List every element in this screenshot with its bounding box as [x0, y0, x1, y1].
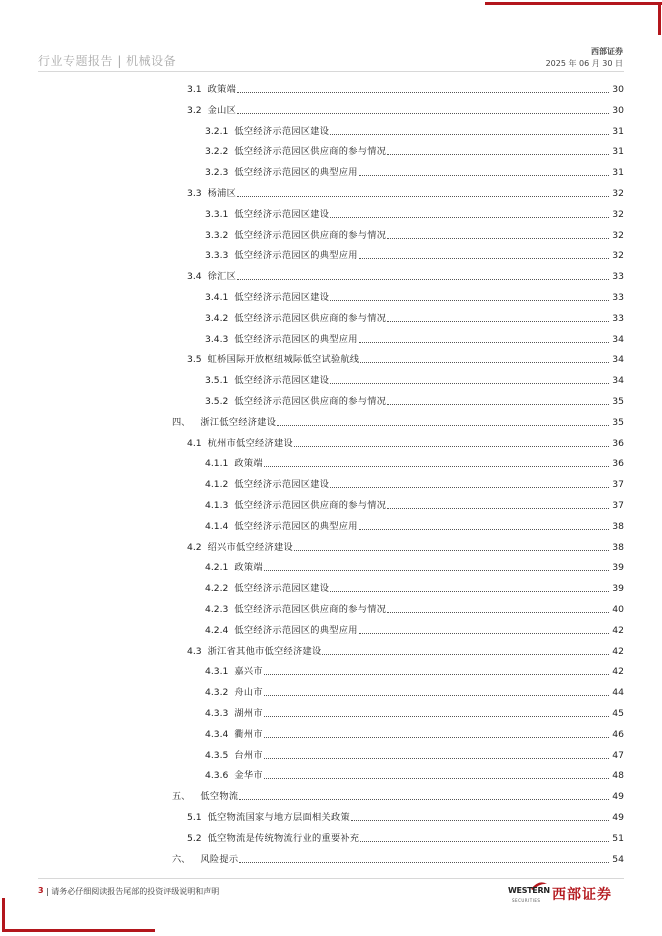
toc-entry[interactable] [205, 685, 624, 699]
toc-entry-number: 3.3.1 [205, 208, 229, 220]
toc-entry-number: 4.3.2 [205, 687, 229, 699]
toc-entry[interactable] [187, 831, 624, 845]
toc-entry-title: 低空经济示范园区建设 [234, 479, 330, 491]
toc-dot-leader [351, 819, 609, 821]
toc-entry-number: 3.2.3 [205, 167, 229, 179]
toc-entry-number: 4.2.4 [205, 624, 229, 636]
toc-entry-number: 4.2 [187, 541, 202, 553]
toc-entry-page: 33 [612, 292, 624, 303]
toc-entry-title: 低空经济示范园区建设 [234, 583, 330, 595]
toc-entry-number: 4.3.3 [205, 708, 229, 719]
toc-entry-page: 33 [612, 312, 624, 324]
toc-entry-page: 39 [612, 583, 624, 595]
toc-entry-title: 浙江低空经济建设 [200, 416, 277, 428]
header-company: 西部证券 [591, 47, 623, 56]
toc-entry-title: 低空经济示范园区的典型应用 [234, 624, 358, 636]
toc-entry-title: 低空经济示范园区供应商的参与情况 [234, 604, 387, 615]
toc-entry-number: 4.1.4 [205, 520, 229, 532]
toc-entry[interactable] [205, 373, 624, 387]
toc-entry[interactable] [187, 269, 624, 283]
toc-dot-leader [264, 757, 609, 759]
toc-entry[interactable] [187, 436, 624, 450]
toc-entry-page: 32 [612, 188, 624, 199]
toc-entry-number: 4.2.1 [205, 562, 229, 574]
toc-entry-title: 政策端 [234, 458, 263, 470]
toc-entry-page: 32 [612, 250, 624, 262]
toc-dot-leader [237, 112, 609, 114]
header-date: 2025 年 06 月 30 日 [545, 59, 623, 68]
toc-dot-leader [264, 465, 609, 467]
toc-entry-number: 3.4.2 [205, 312, 229, 324]
toc-entry-title: 舟山市 [234, 687, 263, 699]
toc-entry-number: 4.2.3 [205, 604, 229, 615]
toc-entry[interactable] [205, 727, 624, 741]
toc-entry[interactable] [172, 415, 624, 429]
toc-entry-page: 40 [612, 604, 624, 615]
toc-dot-leader [237, 278, 609, 280]
toc-entry-title: 政策端 [207, 84, 237, 95]
toc-entry[interactable] [205, 498, 624, 512]
toc-entry-page: 30 [612, 104, 624, 116]
toc-entry-title: 杭州市低空经济建设 [207, 437, 294, 449]
toc-dot-leader [330, 216, 609, 218]
toc-entry-page: 30 [612, 84, 624, 95]
toc-entry-page: 38 [612, 541, 624, 553]
toc-dot-leader [294, 549, 609, 551]
toc-entry[interactable] [172, 789, 624, 803]
header-divider [38, 71, 624, 72]
toc-entry[interactable] [205, 248, 624, 262]
corner-accent-top-right-horizontal [485, 2, 662, 5]
toc-entry-page: 36 [612, 437, 624, 449]
toc-entry-page: 37 [612, 479, 624, 491]
toc-entry[interactable] [205, 456, 624, 470]
toc-entry-number: 4.3.1 [205, 666, 229, 678]
toc-entry-page: 33 [612, 271, 624, 283]
toc-dot-leader [239, 798, 609, 800]
toc-entry-number: 3.3.2 [205, 229, 229, 241]
toc-dot-leader [264, 715, 609, 717]
toc-entry-title: 低空经济示范园区建设 [234, 375, 330, 387]
toc-dot-leader [387, 507, 609, 509]
toc-entry-number: 3.4.1 [205, 292, 229, 303]
report-category: 行业专题报告 | 机械设备 [38, 54, 177, 68]
toc-entry-page: 54 [612, 853, 624, 865]
toc-entry-title: 湖州市 [234, 708, 263, 719]
toc-entry-title: 低空经济示范园区建设 [234, 292, 330, 303]
toc-entry-page: 34 [612, 333, 624, 345]
toc-dot-leader [330, 590, 609, 592]
toc-entry-number: 5.2 [187, 832, 202, 844]
footer-page-number: 3 [38, 886, 44, 895]
toc-entry-title: 低空经济示范园区供应商的参与情况 [234, 312, 387, 324]
toc-entry-title: 低空物流国家与地方层面相关政策 [207, 812, 350, 823]
toc-dot-leader [277, 424, 609, 426]
toc-dot-leader [387, 153, 609, 155]
toc-entry-page: 42 [612, 645, 624, 657]
toc-entry-title: 徐汇区 [207, 271, 237, 283]
toc-dot-leader [294, 445, 609, 447]
toc-dot-leader [359, 257, 609, 259]
toc-entry-page: 44 [612, 687, 624, 699]
toc-entry[interactable] [205, 560, 624, 574]
toc-entry-title: 嘉兴市 [234, 666, 263, 678]
toc-entry-page: 31 [612, 125, 624, 137]
toc-entry[interactable] [205, 768, 624, 782]
logo-english: WESTERN [508, 886, 550, 895]
footer-disclaimer: | 请务必仔细阅读报告尾部的投资评级说明和声明 [46, 887, 220, 896]
toc-entry-page: 45 [612, 708, 624, 719]
toc-entry[interactable] [205, 332, 624, 346]
toc-entry-page: 34 [612, 354, 624, 366]
footer-divider [38, 878, 624, 879]
toc-entry[interactable] [187, 103, 624, 117]
toc-entry-number: 4.1.3 [205, 500, 229, 511]
toc-entry-title: 政策端 [234, 562, 263, 574]
toc-dot-leader [237, 91, 609, 93]
toc-entry[interactable] [187, 352, 624, 366]
toc-entry-number: 3.1 [187, 84, 202, 95]
toc-entry-number: 4.1.1 [205, 458, 229, 470]
toc-entry-number: 3.5 [187, 354, 202, 366]
toc-dot-leader [239, 861, 609, 863]
toc-dot-leader [359, 174, 609, 176]
toc-entry-title: 绍兴市低空经济建设 [207, 541, 294, 553]
toc-entry-page: 34 [612, 375, 624, 387]
toc-entry-number: 3.3.3 [205, 250, 229, 262]
company-logo [508, 880, 626, 906]
toc-entry-page: 32 [612, 208, 624, 220]
toc-dot-leader [237, 195, 609, 197]
toc-entry-page: 36 [612, 458, 624, 470]
toc-entry-title: 低空经济示范园区供应商的参与情况 [234, 396, 387, 407]
toc-entry-number: 3.2.2 [205, 146, 229, 158]
toc-entry[interactable] [172, 852, 624, 866]
corner-accent-bottom-left-vertical [2, 898, 5, 932]
toc-entry[interactable] [205, 290, 624, 304]
toc-entry-page: 32 [612, 229, 624, 241]
toc-dot-leader [330, 382, 609, 384]
toc-entry-page: 47 [612, 749, 624, 761]
toc-entry-title: 低空经济示范园区供应商的参与情况 [234, 229, 387, 241]
toc-entry-page: 48 [612, 770, 624, 782]
toc-entry-title: 低空经济示范园区的典型应用 [234, 333, 358, 345]
toc-entry-number: 5.1 [187, 812, 202, 823]
toc-dot-leader [264, 569, 609, 571]
toc-entry[interactable] [205, 477, 624, 491]
toc-dot-leader [359, 528, 609, 530]
toc-entry-number: 3.2 [187, 104, 202, 116]
toc-entry[interactable] [205, 165, 624, 179]
toc-entry-number: 3.5.1 [205, 375, 229, 387]
toc-entry-page: 49 [612, 791, 624, 803]
toc-entry[interactable] [205, 602, 624, 616]
toc-dot-leader [359, 341, 609, 343]
toc-dot-leader [330, 133, 609, 135]
toc-dot-leader [387, 611, 609, 613]
toc-entry[interactable] [205, 228, 624, 242]
toc-dot-leader [360, 361, 609, 363]
toc-dot-leader [322, 653, 609, 655]
toc-entry-title: 风险提示 [200, 853, 239, 865]
toc-entry[interactable] [205, 394, 624, 408]
toc-entry-number: 五、 [172, 791, 191, 803]
toc-entry-page: 31 [612, 167, 624, 179]
toc-entry[interactable] [205, 124, 624, 138]
toc-entry-page: 51 [612, 832, 624, 844]
toc-entry-page: 35 [612, 396, 624, 407]
toc-dot-leader [264, 777, 609, 779]
toc-entry-number: 3.2.1 [205, 125, 229, 137]
toc-entry-title: 金华市 [234, 770, 263, 782]
toc-entry[interactable] [187, 540, 624, 554]
toc-entry-page: 42 [612, 624, 624, 636]
toc-entry-number: 4.3 [187, 645, 202, 657]
toc-entry-number: 4.3.4 [205, 728, 229, 740]
toc-entry-number: 4.3.5 [205, 749, 229, 761]
toc-entry-number: 4.1.2 [205, 479, 229, 491]
toc-entry-page: 38 [612, 520, 624, 532]
toc-entry-page: 37 [612, 500, 624, 511]
toc-entry-page: 31 [612, 146, 624, 158]
logo-subtitle: SECURITIES [512, 898, 541, 903]
toc-entry[interactable] [205, 664, 624, 678]
toc-dot-leader [387, 403, 609, 405]
toc-entry-title: 金山区 [207, 104, 237, 116]
toc-dot-leader [359, 632, 609, 634]
toc-dot-leader [330, 299, 609, 301]
toc-entry-page: 49 [612, 812, 624, 823]
toc-entry[interactable] [205, 581, 624, 595]
toc-entry-number: 3.5.2 [205, 396, 229, 407]
toc-entry[interactable] [205, 144, 624, 158]
toc-entry-page: 42 [612, 666, 624, 678]
toc-entry[interactable] [187, 810, 624, 824]
toc-entry-title: 衢州市 [234, 728, 263, 740]
toc-entry-title: 低空经济示范园区建设 [234, 125, 330, 137]
toc-entry-title: 浙江省其他市低空经济建设 [207, 645, 322, 657]
toc-entry-number: 4.3.6 [205, 770, 229, 782]
toc-entry-page: 39 [612, 562, 624, 574]
toc-dot-leader [330, 486, 609, 488]
toc-entry[interactable] [205, 706, 624, 720]
toc-dot-leader [264, 736, 609, 738]
toc-dot-leader [264, 694, 609, 696]
toc-entry-number: 六、 [172, 853, 191, 865]
corner-accent-bottom-left-horizontal [2, 929, 155, 932]
toc-entry-number: 4.1 [187, 437, 202, 449]
logo-chinese: 西部证券 [552, 887, 612, 903]
toc-entry-title: 虹桥国际开放枢纽城际低空试验航线 [207, 354, 360, 366]
toc-dot-leader [387, 320, 609, 322]
toc-dot-leader [264, 673, 609, 675]
toc-entry-page: 46 [612, 728, 624, 740]
toc-entry[interactable] [205, 519, 624, 533]
toc-entry-title: 低空经济示范园区供应商的参与情况 [234, 146, 387, 158]
toc-entry-title: 低空物流 [200, 791, 239, 803]
toc-entry[interactable] [187, 644, 624, 658]
toc-entry-number: 3.4 [187, 271, 202, 283]
toc-entry-title: 低空经济示范园区的典型应用 [234, 167, 358, 179]
toc-dot-leader [387, 237, 609, 239]
corner-accent-top-right-vertical [658, 2, 661, 35]
toc-entry-title: 低空经济示范园区供应商的参与情况 [234, 500, 387, 511]
toc-entry[interactable] [205, 311, 624, 325]
toc-entry-title: 低空经济示范园区建设 [234, 208, 330, 220]
toc-entry-title: 杨浦区 [207, 188, 237, 199]
toc-entry-title: 低空经济示范园区的典型应用 [234, 520, 358, 532]
toc-entry-title: 低空物流是传统物流行业的重要补充 [207, 832, 360, 844]
toc-dot-leader [360, 840, 609, 842]
toc-entry[interactable] [205, 207, 624, 221]
toc-entry-title: 台州市 [234, 749, 263, 761]
toc-entry-number: 四、 [172, 416, 191, 428]
toc-entry-title: 低空经济示范园区的典型应用 [234, 250, 358, 262]
toc-entry-number: 3.3 [187, 188, 202, 199]
toc-entry-number: 4.2.2 [205, 583, 229, 595]
toc-entry-number: 3.4.3 [205, 333, 229, 345]
toc-entry-page: 35 [612, 416, 624, 428]
toc-entry[interactable] [187, 82, 624, 96]
toc-entry[interactable] [187, 186, 624, 200]
toc-entry[interactable] [205, 623, 624, 637]
toc-entry[interactable] [205, 748, 624, 762]
